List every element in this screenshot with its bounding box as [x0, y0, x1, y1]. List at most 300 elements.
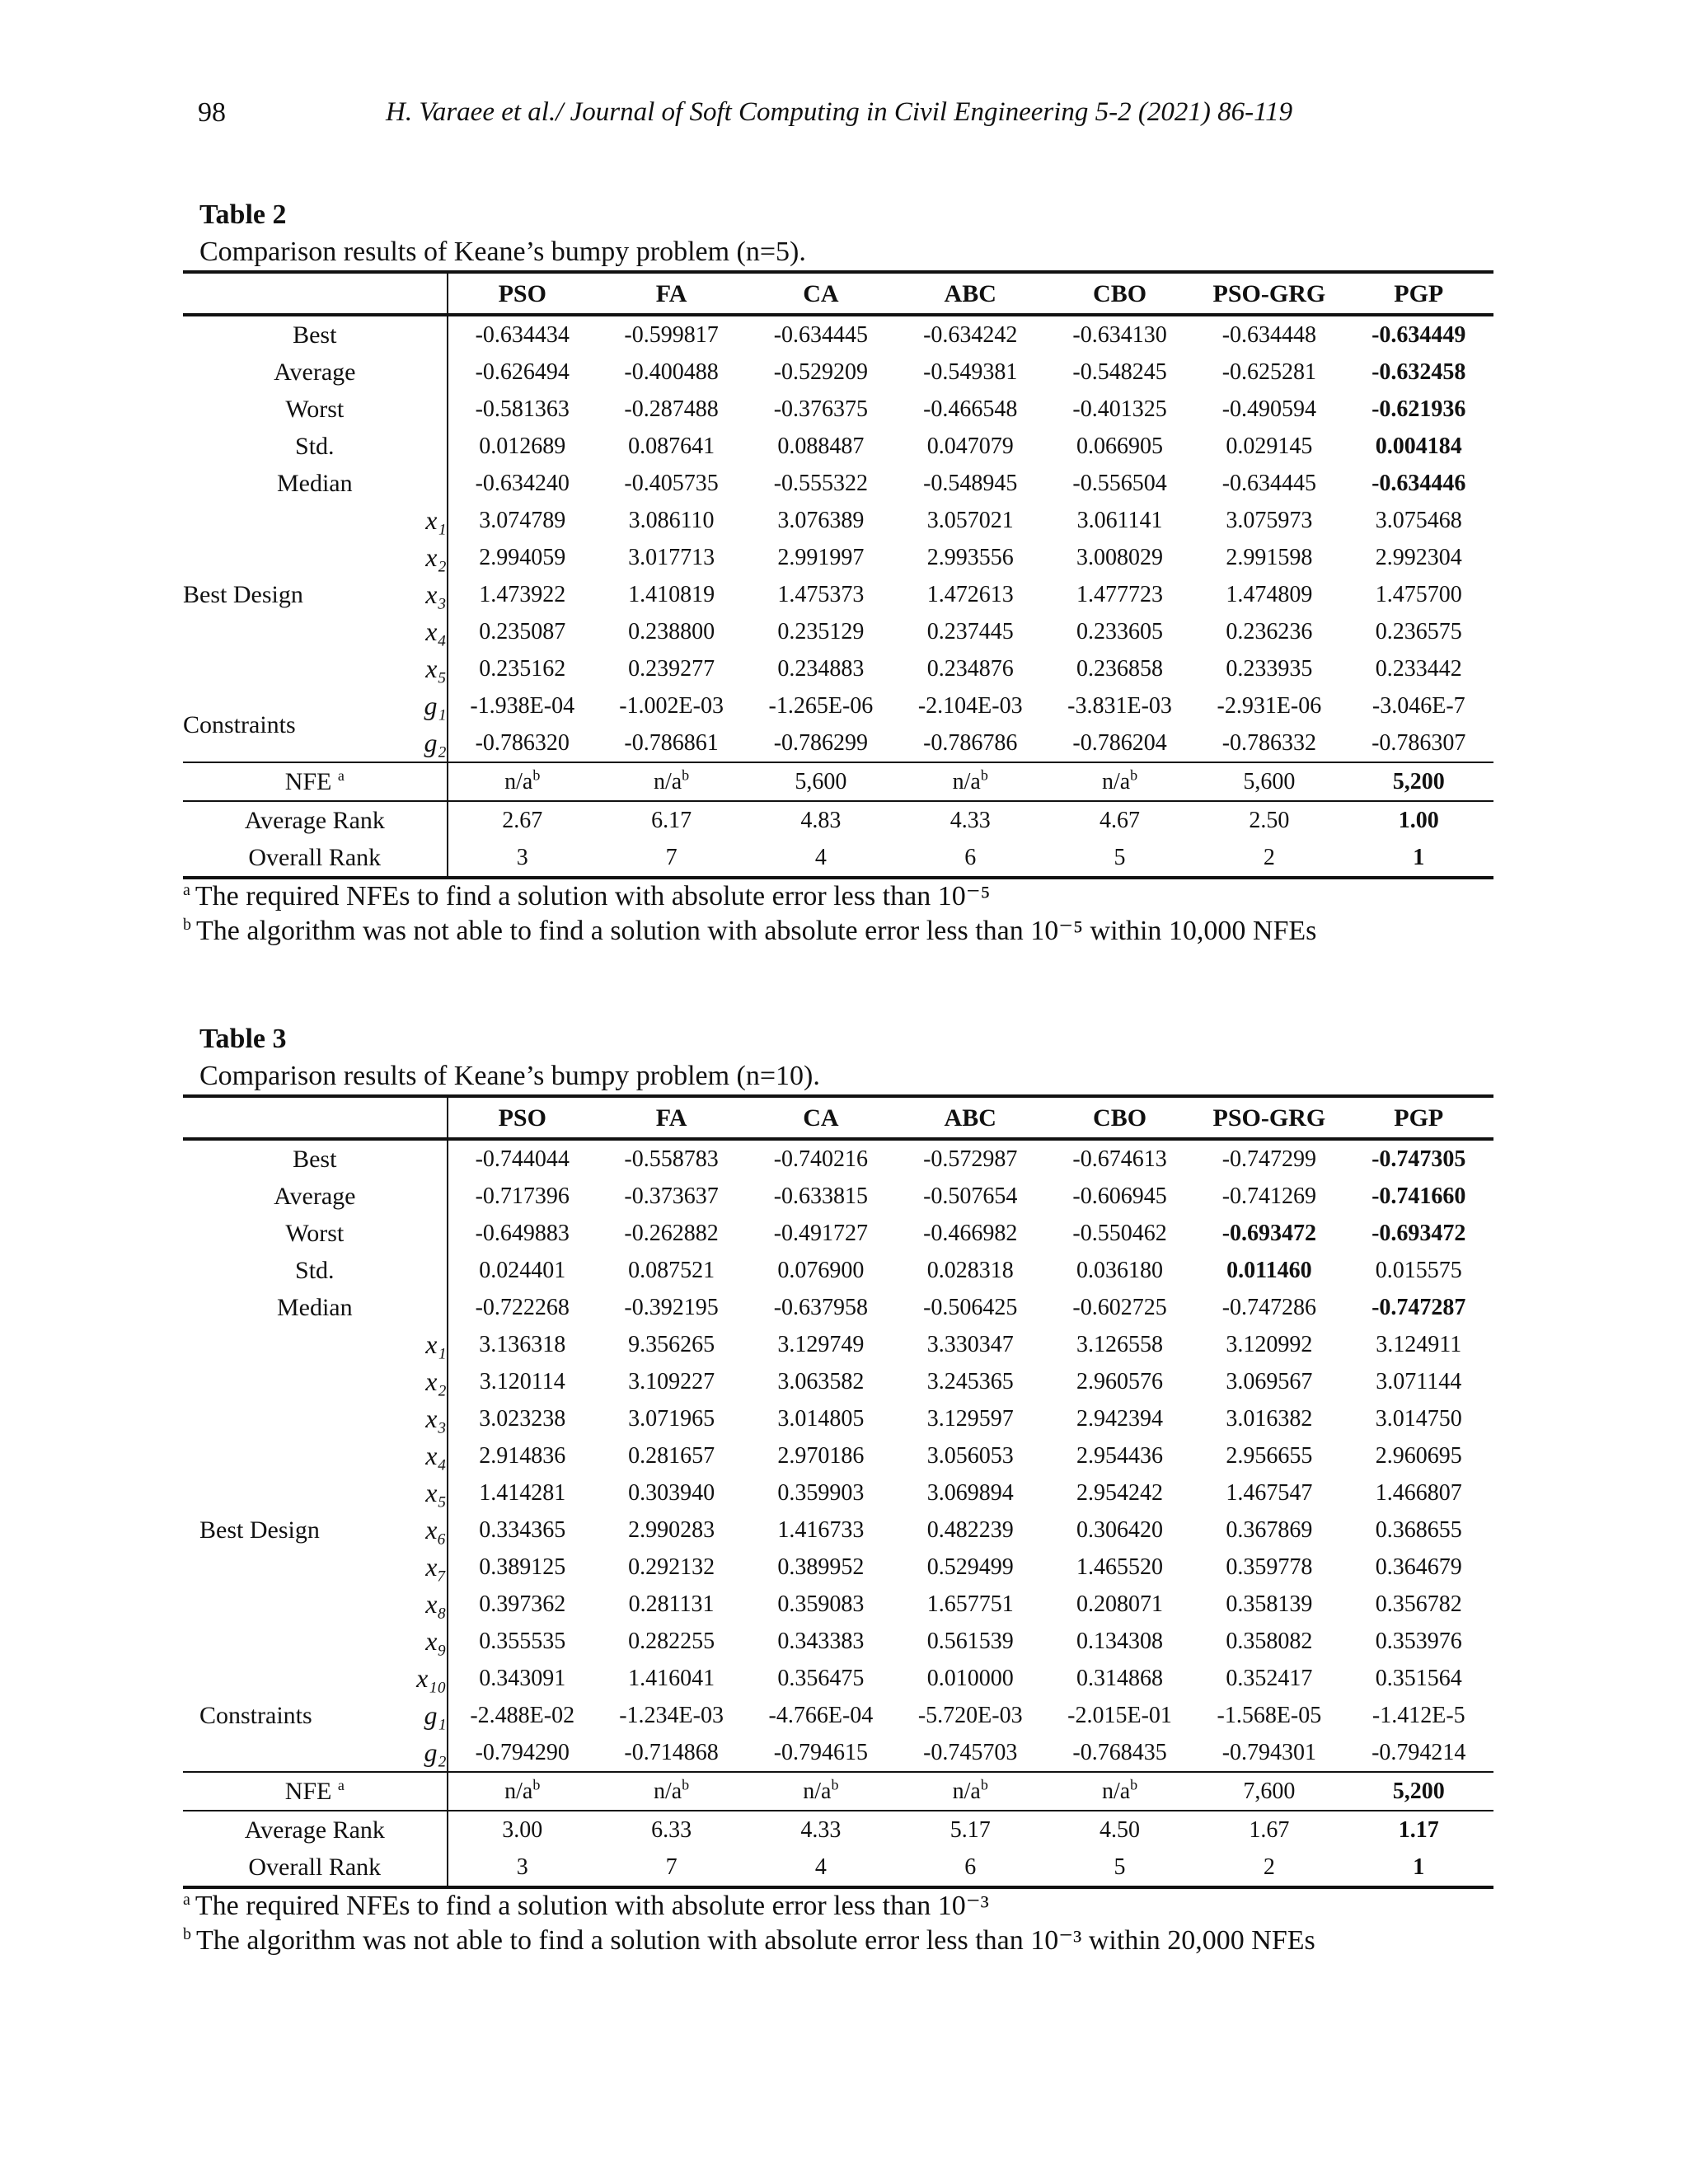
cell: 0.087641	[628, 434, 715, 459]
cell: 3.071965	[628, 1406, 715, 1432]
cell: -0.786786	[923, 730, 1018, 756]
cell: 5	[1045, 839, 1194, 878]
cell: -0.287488	[624, 396, 719, 422]
nfe-row	[183, 762, 1493, 801]
page-number: 98	[198, 97, 226, 128]
table-row	[183, 1660, 1493, 1697]
variable-label: x₁	[373, 502, 447, 539]
corner-cell	[183, 272, 448, 315]
column-header: PSO-GRG	[1194, 272, 1343, 315]
cell: 2.992304	[1375, 545, 1462, 570]
cell: -0.626494	[475, 359, 570, 385]
cell: 3.330347	[926, 1332, 1014, 1357]
cell: 1.465520	[1076, 1554, 1164, 1580]
cell: 4	[746, 1849, 895, 1887]
cell: 0.358082	[1226, 1629, 1313, 1654]
cell: -0.674613	[1072, 1146, 1167, 1172]
cell: 0.239277	[628, 656, 715, 682]
cell: $n/a^b$	[597, 1772, 746, 1811]
cell: -0.693472	[1221, 1221, 1317, 1246]
cell: 1.472613	[926, 582, 1014, 607]
table-label: Table 2	[199, 199, 287, 230]
cell: -0.637958	[773, 1295, 869, 1320]
cell: 3.061141	[1076, 508, 1163, 533]
cell: 3.075468	[1375, 508, 1462, 533]
cell: -0.634130	[1072, 322, 1167, 348]
header-row	[183, 1096, 1493, 1139]
table-row	[183, 1697, 1493, 1734]
column-header: PSO-GRG	[1194, 1096, 1343, 1139]
cell: 0.236575	[1375, 619, 1462, 644]
cell: 0.368655	[1375, 1517, 1462, 1543]
cell: 3.063582	[777, 1369, 865, 1394]
cell: -0.634434	[475, 322, 570, 348]
cell: -5.720E-03	[917, 1703, 1023, 1728]
cell: 0.482239	[926, 1517, 1014, 1543]
cell: 3.124911	[1376, 1332, 1462, 1357]
cell: -1.938E-04	[470, 693, 575, 719]
cell: -0.714868	[624, 1740, 719, 1765]
cell: 3.014750	[1375, 1406, 1462, 1432]
cell: 3.069894	[926, 1480, 1014, 1506]
cell: 5,600	[1194, 762, 1343, 801]
cell: 0.233605	[1076, 619, 1164, 644]
variable-label: x₃	[373, 576, 447, 613]
table-row	[183, 1549, 1493, 1586]
cell: 0.334365	[479, 1517, 566, 1543]
table-row	[183, 1400, 1493, 1437]
row-label: Overall Rank	[183, 839, 448, 878]
cell: 0.235162	[479, 656, 566, 682]
cell: 5,200	[1344, 1772, 1493, 1811]
table-row	[183, 391, 1493, 428]
cell: 1.475373	[777, 582, 865, 607]
cell: 0.233935	[1226, 656, 1313, 682]
variable-label: x₅	[373, 650, 447, 687]
cell: -0.794615	[773, 1740, 869, 1765]
cell: -0.529209	[773, 359, 869, 385]
cell: 5.17	[896, 1811, 1045, 1849]
cell: -0.507654	[923, 1183, 1018, 1209]
row-label: Std.	[183, 428, 448, 465]
cell: 6	[896, 1849, 1045, 1887]
column-header: PGP	[1344, 1096, 1493, 1139]
cell: 0.236858	[1076, 656, 1164, 682]
cell: 3.076389	[777, 508, 865, 533]
cell: 0.208071	[1076, 1591, 1164, 1617]
cell: 3.017713	[628, 545, 715, 570]
row-label: Worst	[183, 391, 448, 428]
cell: -0.786204	[1072, 730, 1167, 756]
cell: 0.012689	[479, 434, 566, 459]
nfe-row	[183, 1772, 1493, 1811]
footnote-b: $^b$ The algorithm was not able to find a solution with absolute error less than 10⁻⁵ within 10,000 NFEs	[183, 915, 1317, 946]
cell: -0.632458	[1372, 359, 1466, 385]
table-row	[183, 1511, 1493, 1549]
cell: -0.392195	[624, 1295, 719, 1320]
cell: 6.17	[597, 801, 746, 839]
column-header: PSO	[448, 272, 597, 315]
table-row	[183, 1215, 1493, 1252]
cell: -0.558783	[624, 1146, 719, 1172]
cell: 0.134308	[1076, 1629, 1164, 1654]
cell: 1.00	[1344, 801, 1493, 839]
cell: 0.359778	[1226, 1554, 1313, 1580]
cell: $n/a^b$	[746, 1772, 895, 1811]
cell: -0.634445	[773, 322, 869, 348]
cell: 3.129749	[777, 1332, 865, 1357]
cell: $n/a^b$	[896, 1772, 1045, 1811]
cell: 3.126558	[1076, 1332, 1164, 1357]
table-row	[183, 724, 1493, 762]
table-row	[183, 1437, 1493, 1474]
cell: 0.397362	[479, 1591, 566, 1617]
table-caption: Comparison results of Keane’s bumpy problem (n=10).	[199, 1061, 820, 1091]
row-label: NFE $^a$	[183, 762, 448, 801]
table-row	[183, 1363, 1493, 1400]
cell: -2.104E-03	[917, 693, 1023, 719]
cell: -0.262882	[624, 1221, 719, 1246]
cell: 2.994059	[479, 545, 566, 570]
cell: -1.412E-5	[1372, 1703, 1465, 1728]
constraint-label: g₂	[373, 724, 447, 762]
cell: 0.358139	[1226, 1591, 1313, 1617]
row-label: Median	[183, 465, 448, 502]
cell: -0.550462	[1072, 1221, 1167, 1246]
cell: 1.466807	[1375, 1480, 1462, 1506]
cell: -0.376375	[773, 396, 869, 422]
cell: -0.768435	[1072, 1740, 1167, 1765]
cell: -0.634445	[1221, 471, 1317, 496]
cell: -0.491727	[773, 1221, 869, 1246]
footnote-a: $^a$ The required NFEs to find a solution with absolute error less than 10⁻⁵	[183, 880, 991, 912]
cell: -0.794290	[475, 1740, 570, 1765]
cell: 1.474809	[1226, 582, 1313, 607]
cell: -0.405735	[624, 471, 719, 496]
cell: 2.991997	[777, 545, 865, 570]
table-row	[183, 1474, 1493, 1511]
cell: 2.956655	[1226, 1443, 1313, 1469]
cell: 7	[597, 839, 746, 878]
column-header: CBO	[1045, 1096, 1194, 1139]
cell: -0.741269	[1221, 1183, 1317, 1209]
overall-rank-row	[183, 1849, 1493, 1887]
cell: 3.008029	[1076, 545, 1164, 570]
table-row	[183, 1289, 1493, 1326]
cell: 0.024401	[479, 1258, 566, 1283]
cell: 3.069567	[1226, 1369, 1313, 1394]
variable-label: x₄	[373, 1437, 447, 1474]
cell: 0.351564	[1375, 1666, 1462, 1691]
cell: $n/a^b$	[896, 762, 1045, 801]
cell: -0.548945	[923, 471, 1018, 496]
cell: 5,600	[746, 762, 895, 801]
cell: 1.473922	[479, 582, 566, 607]
variable-label: x₉	[373, 1623, 447, 1660]
cell: -0.490594	[1221, 396, 1317, 422]
cell: 2.954242	[1076, 1480, 1164, 1506]
cell: 3.120992	[1226, 1332, 1313, 1357]
cell: -1.265E-06	[768, 693, 874, 719]
table-row	[183, 1252, 1493, 1289]
cell: 1	[1344, 1849, 1493, 1887]
cell: -0.786332	[1221, 730, 1317, 756]
cell: 0.359903	[777, 1480, 865, 1506]
cell: -0.794214	[1372, 1740, 1466, 1765]
cell: $n/a^b$	[1045, 762, 1194, 801]
cell: 2.50	[1194, 801, 1343, 839]
table-row	[183, 502, 1493, 539]
cell: 0.356782	[1375, 1591, 1462, 1617]
variable-label: x₃	[373, 1400, 447, 1437]
cell: 0.389952	[777, 1554, 865, 1580]
cell: -0.634446	[1372, 471, 1466, 496]
cell: 0.282255	[628, 1629, 715, 1654]
cell: -0.466548	[923, 396, 1018, 422]
table-row	[183, 1586, 1493, 1623]
cell: -0.634240	[475, 471, 570, 496]
cell: -4.766E-04	[768, 1703, 874, 1728]
cell: 1.416041	[628, 1666, 715, 1691]
cell: -0.606945	[1072, 1183, 1167, 1209]
results-table	[183, 270, 1493, 879]
cell: -0.747286	[1221, 1295, 1317, 1320]
cell: 2.993556	[926, 545, 1014, 570]
table-row	[183, 354, 1493, 391]
constraints-label: Constraints	[183, 710, 296, 738]
cell: 3.057021	[926, 508, 1014, 533]
cell: 3.023238	[479, 1406, 566, 1432]
variable-label: x₂	[373, 539, 447, 576]
cell: 0.359083	[777, 1591, 865, 1617]
cell: 0.281657	[628, 1443, 715, 1469]
cell: -2.931E-06	[1217, 693, 1322, 719]
cell: 0.028318	[926, 1258, 1014, 1283]
cell: -0.556504	[1072, 471, 1167, 496]
cell: 1.410819	[628, 582, 715, 607]
cell: -0.693472	[1372, 1221, 1466, 1246]
cell: 0.011460	[1226, 1258, 1312, 1283]
cell: 3.00	[448, 1811, 597, 1849]
cell: 6.33	[597, 1811, 746, 1849]
row-label: Best	[183, 315, 448, 354]
row-group-labels	[183, 1326, 373, 1772]
cell: 0.029145	[1226, 434, 1313, 459]
cell: 0.236236	[1226, 619, 1313, 644]
cell: 0.234883	[777, 656, 865, 682]
cell: 9.356265	[628, 1332, 715, 1357]
cell: 3.120114	[479, 1369, 565, 1394]
cell: 3.014805	[777, 1406, 865, 1432]
table-row	[183, 687, 1493, 724]
cell: -0.506425	[923, 1295, 1018, 1320]
cell: -3.831E-03	[1067, 693, 1172, 719]
cell: 0.237445	[926, 619, 1014, 644]
cell: 0.233442	[1375, 656, 1462, 682]
column-header: PGP	[1344, 272, 1493, 315]
cell: 3	[448, 839, 597, 878]
table-row	[183, 1734, 1493, 1772]
table-caption: Comparison results of Keane’s bumpy problem (n=5).	[199, 237, 806, 267]
cell: -0.745703	[923, 1740, 1018, 1765]
table-row	[183, 613, 1493, 650]
corner-cell	[183, 1096, 448, 1139]
cell: 3.056053	[926, 1443, 1014, 1469]
cell: -0.786299	[773, 730, 869, 756]
cell: -0.786861	[624, 730, 719, 756]
cell: 0.036180	[1076, 1258, 1164, 1283]
cell: 2.954436	[1076, 1443, 1164, 1469]
cell: $n/a^b$	[448, 1772, 597, 1811]
cell: 0.353976	[1375, 1629, 1462, 1654]
column-header: ABC	[896, 1096, 1045, 1139]
cell: 3.075973	[1226, 508, 1313, 533]
table-3-block	[183, 1020, 1493, 1958]
column-header: ABC	[896, 272, 1045, 315]
cell: -2.015E-01	[1067, 1703, 1172, 1728]
cell: -0.581363	[475, 396, 570, 422]
constraint-label: g₂	[373, 1734, 447, 1772]
cell: 0.088487	[777, 434, 865, 459]
cell: -0.549381	[923, 359, 1018, 385]
table-row	[183, 539, 1493, 576]
variable-label: x₇	[373, 1549, 447, 1586]
cell: 2.991598	[1226, 545, 1313, 570]
cell: -0.602725	[1072, 1295, 1167, 1320]
overall-rank-row	[183, 839, 1493, 878]
cell: 2.67	[448, 801, 597, 839]
cell: 3.245365	[926, 1369, 1014, 1394]
cell: -1.234E-03	[619, 1703, 724, 1728]
constraint-label: g₁	[373, 1697, 447, 1734]
cell: -0.741660	[1372, 1183, 1466, 1209]
cell: -0.747299	[1221, 1146, 1317, 1172]
cell: 3	[448, 1849, 597, 1887]
column-header: CA	[746, 1096, 895, 1139]
cell: 1.657751	[926, 1591, 1014, 1617]
cell: -0.747287	[1372, 1295, 1466, 1320]
cell: 0.352417	[1226, 1666, 1313, 1691]
cell: -0.401325	[1072, 396, 1167, 422]
cell: 2.990283	[628, 1517, 715, 1543]
cell: 0.343383	[777, 1629, 865, 1654]
cell: -0.466982	[923, 1221, 1018, 1246]
cell: 0.087521	[628, 1258, 715, 1283]
cell: 0.234876	[926, 656, 1014, 682]
table-row	[183, 1139, 1493, 1178]
row-label: Average Rank	[183, 801, 448, 839]
cell: 3.071144	[1376, 1369, 1462, 1394]
variable-label: x₆	[373, 1511, 447, 1549]
cell: 1.475700	[1375, 582, 1462, 607]
cell: 1.17	[1344, 1811, 1493, 1849]
cell: 0.015575	[1375, 1258, 1462, 1283]
cell: -0.649883	[475, 1221, 570, 1246]
cell: 0.303940	[628, 1480, 715, 1506]
row-label: Worst	[183, 1215, 448, 1252]
cell: 2.914836	[479, 1443, 566, 1469]
cell: $n/a^b$	[1045, 1772, 1194, 1811]
cell: 4.33	[896, 801, 1045, 839]
cell: 5	[1045, 1849, 1194, 1887]
cell: -3.046E-7	[1372, 693, 1465, 719]
average-rank-row	[183, 1811, 1493, 1849]
cell: $n/a^b$	[448, 762, 597, 801]
cell: -0.717396	[475, 1183, 570, 1209]
cell: 0.238800	[628, 619, 715, 644]
cell: 0.235129	[777, 619, 865, 644]
cell: -0.786320	[475, 730, 570, 756]
table-row	[183, 576, 1493, 613]
cell: -0.555322	[773, 471, 869, 496]
cell: 4.33	[746, 1811, 895, 1849]
cell: 0.356475	[777, 1666, 865, 1691]
cell: -1.568E-05	[1217, 1703, 1322, 1728]
variable-label: x₁	[373, 1326, 447, 1363]
cell: -0.621936	[1372, 396, 1466, 422]
row-label: Average	[183, 354, 448, 391]
cell: -0.572987	[923, 1146, 1018, 1172]
column-header: FA	[597, 272, 746, 315]
cell: -1.002E-03	[619, 693, 724, 719]
running-header: H. Varaee et al./ Journal of Soft Computing in Civil Engineering 5-2 (2021) 86-119	[386, 97, 1293, 127]
constraints-label: Constraints	[199, 1702, 312, 1729]
cell: 4.83	[746, 801, 895, 839]
cell: 0.281131	[628, 1591, 715, 1617]
row-label: Median	[183, 1289, 448, 1326]
table-row	[183, 315, 1493, 354]
cell: -0.634242	[923, 322, 1018, 348]
footnote-b: $^b$ The algorithm was not able to find a solution with absolute error less than 10⁻³ within 20,000 NFEs	[183, 1924, 1315, 1956]
cell: 3.016382	[1226, 1406, 1313, 1432]
cell: 1.416733	[777, 1517, 865, 1543]
header-row	[183, 272, 1493, 315]
cell: 0.235087	[479, 619, 566, 644]
cell: -0.634449	[1372, 322, 1466, 348]
row-label: Average Rank	[183, 1811, 448, 1849]
cell: 2.960695	[1375, 1443, 1462, 1469]
cell: 3.086110	[628, 508, 715, 533]
cell: 1	[1344, 839, 1493, 878]
best-design-label: Best Design	[199, 1516, 320, 1544]
cell: 0.343091	[479, 1666, 566, 1691]
cell: 1.477723	[1076, 582, 1164, 607]
cell: -0.722268	[475, 1295, 570, 1320]
cell: 0.389125	[479, 1554, 566, 1580]
cell: 2	[1194, 839, 1343, 878]
cell: 2.960576	[1076, 1369, 1164, 1394]
table-row	[183, 428, 1493, 465]
row-label: NFE $^a$	[183, 1772, 448, 1811]
variable-label: x₄	[373, 613, 447, 650]
row-label: Average	[183, 1178, 448, 1215]
cell: 0.066905	[1076, 434, 1164, 459]
row-label: Std.	[183, 1252, 448, 1289]
cell: -0.599817	[624, 322, 719, 348]
best-design-label: Best Design	[183, 581, 303, 608]
cell: 0.292132	[628, 1554, 715, 1580]
cell: -0.400488	[624, 359, 719, 385]
table-row	[183, 650, 1493, 687]
constraint-label: g₁	[373, 687, 447, 724]
cell: 0.306420	[1076, 1517, 1164, 1543]
results-table	[183, 1094, 1493, 1889]
cell: 4	[746, 839, 895, 878]
cell: -0.634448	[1221, 322, 1317, 348]
cell: 0.561539	[926, 1629, 1014, 1654]
cell: 4.67	[1045, 801, 1194, 839]
cell: 0.367869	[1226, 1517, 1313, 1543]
